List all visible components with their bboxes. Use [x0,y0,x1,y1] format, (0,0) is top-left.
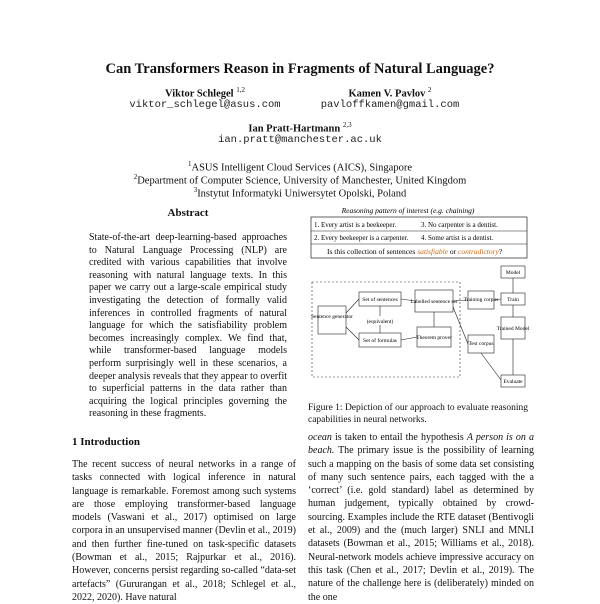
figure-equivalent-label: (equivalent) [366,319,394,325]
author-3-email[interactable]: ian.pratt@manchester.ac.uk [218,134,382,146]
figure-set-of-sentences-label: Set of sentences [362,297,398,303]
figure-question: Is this collection of sentences satisfiable or contradictory? [327,247,503,256]
abstract-body: State-of-the-art deep-learning-based approaches to Natural Language Processing (NLP) are credited with various capabilities that involve reasoning with natural language texts. In this paper we carry out a large-scale empirical study investigating the detection of formally valid inferences in controlled fragments of natural language for which the satisfiability problem becomes increasingly complex. We find that, while transformer-based language models perform surprisingly well in these scenarios, a deeper analysis reveals that they appear to overfit to superficial patterns in the data rather than acquiring the logical principles governing the reasoning in these fragments. [89,232,287,420]
author-2 [305,86,475,100]
author-3-sup: 2,3 [342,121,352,129]
author-3-name: Ian Pratt-Hartmann [248,123,341,135]
figure-sentence-2: 2. Every beekeeper is a carpenter. [314,234,409,242]
figure-trained-model-label: Trained Model [496,326,530,332]
figure-model-label: Model [505,270,521,276]
affiliation-3-text: Instytut Informatyki Uniwersytet Opolski, Poland [197,188,407,200]
paper-title: Can Transformers Reason in Fragments of Natural Language? [105,61,495,77]
author-1-email[interactable]: viktor_schlegel@asus.com [129,99,281,111]
figure-sentence-generator [318,306,346,334]
intro-right-text-1: is taken to entail the hypothesis [331,432,467,443]
intro-right-italic-1: ocean [308,432,332,443]
affiliation-1-text: ASUS Intelligent Cloud Services (AICS), Singapore [191,162,412,174]
author-1 [120,86,290,100]
affiliation-2-text: Department of Computer Science, University of Manchester, United Kingdom [137,175,467,187]
figure-1-caption: Figure 1: Depiction of our approach to evaluate reasoning capabilities in neural networks. [308,403,529,425]
abstract-heading: Abstract [167,207,209,219]
figure-sentence-4: 4. Some artist is a dentist. [421,234,494,242]
figure-pattern-title: Reasoning pattern of interest (e.g. chaining) [341,206,475,215]
author-1-name: Viktor Schlegel [165,88,234,100]
intro-right-italic-2: A person is on a beach. [308,432,534,457]
author-2-sup: 2 [428,86,432,94]
author-2-name: Kamen V. Pavlov [348,88,426,100]
section-1-heading: 1 Introduction [72,436,140,448]
affiliation-3 [0,184,600,201]
figure-training-corpus-label: Training corpus [463,297,499,303]
figure-test-corpus-label: Test corpus [468,341,494,347]
author-1-sup: 1,2 [236,86,245,94]
figure-sentence-generator-label: Sentence generator [311,314,353,320]
figure-labelled-sentence-set-label: Labelled sentence set [410,299,458,305]
figure-set-of-formulas-label: Set of formulas [363,338,397,344]
affiliation-2-num: 2 [133,173,138,181]
figure-sentence-3: 3. No carpenter is a dentist. [421,221,498,229]
figure-1 [305,203,537,398]
figure-sentence-1: 1. Every artist is a beekeeper. [314,221,397,229]
author-3 [200,121,400,135]
intro-right-column [308,431,534,604]
figure-theorem-prover-label: Theorem prover [416,335,452,341]
figure-train-label: Train [507,297,519,303]
affiliation-1-num: 1 [188,160,192,168]
author-2-email[interactable]: pavloffkamen@gmail.com [320,99,460,111]
figure-evaluate-label: Evaluate [503,379,523,385]
intro-left-column: The recent success of neural networks in a range of tasks connected with logical inference in natural language is remarkable. Foremost among such systems are those employing transformer-based language models (Vaswani et al., 2017) optimised on large corpora in an unsupervised manner (Devlin et al., 2019) and then further fine-tuned on task-specific datasets (Bowman et al., 2015; Rajpurkar et al., 2016). However, concerns persist regarding so-called “data-set artefacts” (Gururangan et al., 2018; Schlegel et al., 2022, 2020). Have natural [72,459,296,603]
intro-right-text-2: The primary issue is the possibility of learning such a mapping on the basis of some data set consisting of many such sentence pairs, each tagged with the a ‘correct’ (i.e. gold standard) label as determined by human judgement, typically obtained by crowd-sourcing. Examples include the RTE dataset (Bentivogli et al., 2009) and the (much larger) SNLI and MNLI datasets (Bowman et al., 2015; Williams et al., 2018). Neural-network models achieve impressive accuracy on this task (Chen et al., 2017; Devlin et al., 2019). The nature of the challenge here is (deliberately) minded on the one [308,445,534,603]
affiliation-3-num: 3 [193,186,198,194]
